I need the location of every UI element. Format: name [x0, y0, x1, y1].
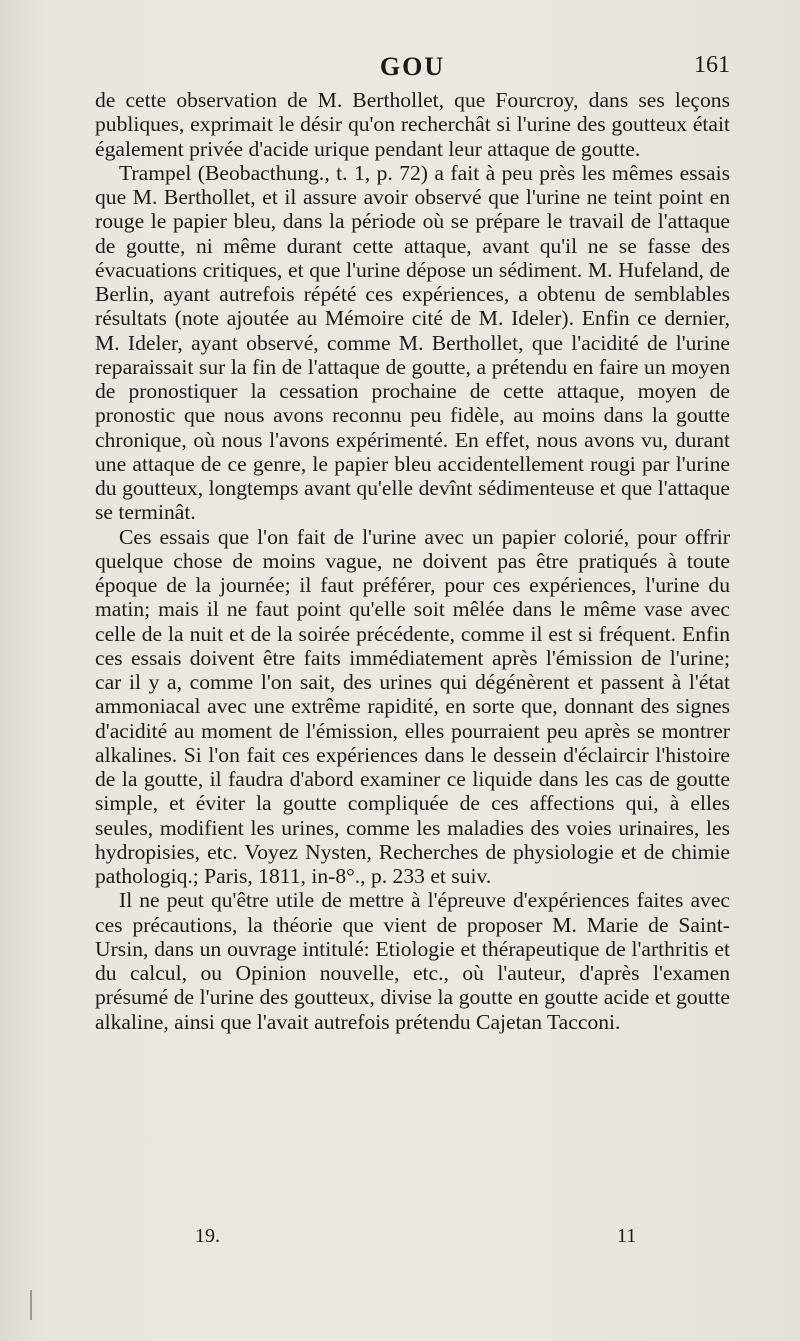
page-number: 161 [694, 52, 730, 78]
page-footer [95, 1225, 730, 1255]
paragraph-4: Il ne peut qu'être utile de mettre à l'épreuve d'expériences faites avec ces précautions, la théorie que vient de proposer M. Marie de Saint-Ursin, dans un ouvrage intitulé: Etiologie et thérapeutique de l'arthritis et du calcul, ou Opinion nouvelle, etc., où l'auteur, d'après l'examen présumé de l'urine des goutteux, divise la goutte en goutte acide et goutte alkaline, ainsi que l'avait autrefois prétendu Cajetan Tacconi. [95, 888, 730, 1034]
sheet-number: 11 [617, 1225, 637, 1247]
running-head: GOU [379, 52, 446, 81]
paragraph-2: Trampel (Beobacthung., t. 1, p. 72) a fait à peu près les mêmes essais que M. Berthollet, et il assure avoir observé que l'urine ne teint point en rouge le papier bleu, dans la période où se prépare le travail de l'attaque de goutte, ni même durant cette attaque, avant qu'il ne se fasse des évacuations critiques, et que l'urine dépose un sédiment. M. Hufeland, de Berlin, ayant autrefois répété ces expériences, a obtenu de semblables résultats (note ajoutée au Mémoire cité de M. Ideler). Enfin ce dernier, M. Ideler, ayant observé, comme M. Berthollet, que l'acidité de l'urine reparaissait sur la fin de l'attaque de goutte, a prétendu en faire un moyen de pronostiquer la cessation prochaine de cette attaque, moyen de pronostic que nous avons reconnu peu fidèle, au moins dans la goutte chronique, où nous l'avons expérimenté. En effet, nous avons vu, durant une attaque de ce genre, le papier bleu accidentellement rougi par l'urine du goutteux, longtemps avant qu'elle devînt sédimenteuse et que l'attaque se terminât. [95, 160, 730, 525]
body-text [95, 88, 730, 1034]
paragraph-1: de cette observation de M. Berthollet, que Fourcroy, dans ses leçons publiques, exprimait le désir qu'on recherchât si l'urine des goutteux était également privée d'acide urique pendant leur attaque de goutte. [95, 88, 730, 161]
page-header [95, 52, 730, 86]
margin-mark [30, 1290, 32, 1320]
signature-mark: 19. [195, 1225, 220, 1247]
paragraph-3: Ces essais que l'on fait de l'urine avec un papier colorié, pour offrir quelque chose de moins vague, ne doivent pas être pratiqués à toute époque de la journée; il faut préférer, pour ces expériences, l'urine du matin; mais il ne faut point qu'elle soit mêlée dans le même vase avec celle de la nuit et de la soirée précédente, comme il est si fréquent. Enfin ces essais doivent être faits immédiatement après l'émission de l'urine; car il y a, comme l'on sait, des urines qui dégénèrent et passent à l'état ammoniacal avec une extrême rapidité, en sorte que, donnant des signes d'acidité au moment de l'émission, elles pourraient peu après se montrer alkalines. Si l'on fait ces expériences dans le dessein d'éclaircir l'histoire de la goutte, il faudra d'abord examiner ce liquide dans les cas de goutte simple, et éviter la goutte compliquée de ces affections qui, à elles seules, modifient les urines, comme les maladies des voies urinaires, les hydropisies, etc. Voyez Nysten, Recherches de physiologie et de chimie pathologiq.; Paris, 1811, in-8°., p. 233 et suiv. [95, 524, 730, 888]
